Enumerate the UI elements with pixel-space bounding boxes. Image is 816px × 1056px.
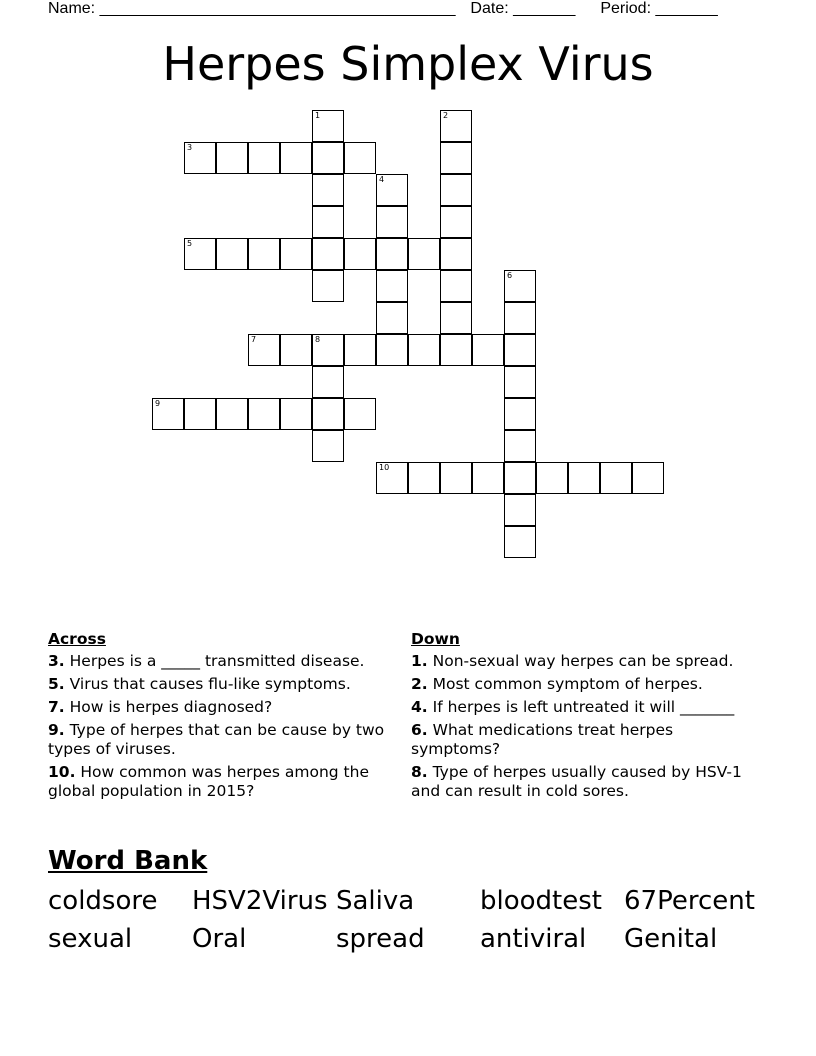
cell-number: 1 bbox=[315, 111, 321, 120]
date-field[interactable]: Date: _______ bbox=[470, 0, 576, 17]
word-bank-item: Genital bbox=[624, 924, 718, 954]
clue-number: 1. bbox=[411, 652, 428, 670]
crossword-cell[interactable] bbox=[440, 334, 472, 366]
crossword-cell[interactable] bbox=[440, 110, 472, 142]
clue-down-6 bbox=[411, 721, 751, 759]
crossword-cell[interactable] bbox=[312, 398, 344, 430]
crossword-cell[interactable] bbox=[408, 238, 440, 270]
crossword-cell[interactable] bbox=[248, 398, 280, 430]
word-bank-title: Word Bank bbox=[48, 846, 208, 876]
clue-number: 7. bbox=[48, 698, 65, 716]
page-title: Herpes Simplex Virus bbox=[162, 37, 654, 91]
clue-text: Type of herpes usually caused by HSV-1 and can result in cold sores. bbox=[411, 763, 742, 800]
crossword-cell[interactable] bbox=[504, 526, 536, 558]
clue-text: Non-sexual way herpes can be spread. bbox=[432, 652, 734, 670]
crossword-cell[interactable] bbox=[376, 206, 408, 238]
word-bank-item: 67Percent bbox=[624, 886, 755, 916]
clue-text: Type of herpes that can be cause by two types of viruses. bbox=[48, 721, 385, 758]
clue-across-5 bbox=[48, 675, 393, 694]
crossword-cell[interactable] bbox=[440, 270, 472, 302]
word-bank-item: HSV2Virus bbox=[192, 886, 328, 916]
word-bank-item: antiviral bbox=[480, 924, 587, 954]
crossword-cell[interactable] bbox=[440, 462, 472, 494]
clue-down-1 bbox=[411, 652, 751, 671]
crossword-cell[interactable] bbox=[376, 270, 408, 302]
clue-text: What medications treat herpes symptoms? bbox=[411, 721, 674, 758]
crossword-cell[interactable] bbox=[344, 398, 376, 430]
word-bank-item: Saliva bbox=[336, 886, 415, 916]
clue-across-9 bbox=[48, 721, 393, 759]
crossword-cell[interactable] bbox=[632, 462, 664, 494]
crossword-cell[interactable] bbox=[312, 270, 344, 302]
crossword-cell[interactable] bbox=[280, 238, 312, 270]
crossword-cell[interactable] bbox=[408, 462, 440, 494]
clue-across-7 bbox=[48, 698, 393, 717]
cell-number: 7 bbox=[251, 335, 257, 344]
crossword-cell[interactable] bbox=[472, 462, 504, 494]
crossword-cell[interactable] bbox=[216, 142, 248, 174]
crossword-cell[interactable] bbox=[376, 302, 408, 334]
cell-number: 3 bbox=[187, 143, 193, 152]
crossword-cell[interactable] bbox=[312, 174, 344, 206]
crossword-cell[interactable] bbox=[440, 174, 472, 206]
across-heading: Across bbox=[48, 630, 106, 648]
crossword-cell[interactable] bbox=[312, 142, 344, 174]
crossword-cell[interactable] bbox=[408, 334, 440, 366]
clue-across-10 bbox=[48, 763, 393, 801]
crossword-cell[interactable] bbox=[344, 238, 376, 270]
cell-number: 9 bbox=[155, 399, 161, 408]
clue-number: 3. bbox=[48, 652, 65, 670]
word-bank-item: sexual bbox=[48, 924, 133, 954]
crossword-cell[interactable] bbox=[376, 334, 408, 366]
clue-text: How common was herpes among the global population in 2015? bbox=[48, 763, 369, 800]
crossword-cell[interactable] bbox=[440, 206, 472, 238]
down-heading: Down bbox=[411, 630, 460, 648]
crossword-cell[interactable] bbox=[216, 398, 248, 430]
student-info-header bbox=[48, 0, 718, 18]
crossword-cell[interactable] bbox=[600, 462, 632, 494]
crossword-cell[interactable] bbox=[536, 462, 568, 494]
crossword-cell[interactable] bbox=[280, 142, 312, 174]
clue-number: 10. bbox=[48, 763, 76, 781]
word-bank-item: Oral bbox=[192, 924, 247, 954]
cell-number: 5 bbox=[187, 239, 193, 248]
crossword-cell[interactable] bbox=[216, 238, 248, 270]
word-bank bbox=[48, 882, 788, 958]
across-clues bbox=[48, 630, 393, 805]
clue-text: Virus that causes flu-like symptoms. bbox=[69, 675, 351, 693]
crossword-cell[interactable] bbox=[152, 398, 184, 430]
clue-number: 9. bbox=[48, 721, 65, 739]
crossword-cell[interactable] bbox=[248, 238, 280, 270]
crossword-cell[interactable] bbox=[248, 142, 280, 174]
crossword-cell[interactable] bbox=[184, 142, 216, 174]
crossword-cell[interactable] bbox=[312, 430, 344, 462]
word-bank-item: spread bbox=[336, 924, 425, 954]
clue-text: If herpes is left untreated it will _______ bbox=[432, 698, 735, 716]
crossword-cell[interactable] bbox=[504, 494, 536, 526]
crossword-cell[interactable] bbox=[312, 334, 344, 366]
crossword-cell[interactable] bbox=[568, 462, 600, 494]
clue-text: How is herpes diagnosed? bbox=[69, 698, 273, 716]
crossword-cell[interactable] bbox=[344, 142, 376, 174]
crossword-cell[interactable] bbox=[440, 302, 472, 334]
clue-down-4 bbox=[411, 698, 751, 717]
clue-number: 6. bbox=[411, 721, 428, 739]
crossword-cell[interactable] bbox=[280, 334, 312, 366]
cell-number: 8 bbox=[315, 335, 321, 344]
crossword-cell[interactable] bbox=[312, 110, 344, 142]
clue-number: 4. bbox=[411, 698, 428, 716]
down-clues bbox=[411, 630, 751, 805]
crossword-cell[interactable] bbox=[504, 462, 536, 494]
clue-number: 8. bbox=[411, 763, 428, 781]
crossword-cell[interactable] bbox=[472, 334, 504, 366]
cell-number: 10 bbox=[379, 463, 390, 472]
clue-down-2 bbox=[411, 675, 751, 694]
crossword-cell[interactable] bbox=[248, 334, 280, 366]
clue-across-3 bbox=[48, 652, 393, 671]
crossword-cell[interactable] bbox=[376, 462, 408, 494]
word-bank-item: coldsore bbox=[48, 886, 158, 916]
crossword-cell[interactable] bbox=[280, 398, 312, 430]
clue-text: Most common symptom of herpes. bbox=[432, 675, 703, 693]
crossword-cell[interactable] bbox=[344, 334, 376, 366]
crossword-cell[interactable] bbox=[504, 302, 536, 334]
crossword-cell[interactable] bbox=[440, 238, 472, 270]
cell-number: 4 bbox=[379, 175, 385, 184]
crossword-cell[interactable] bbox=[504, 398, 536, 430]
cell-number: 6 bbox=[507, 271, 513, 280]
clue-number: 2. bbox=[411, 675, 428, 693]
cell-number: 2 bbox=[443, 111, 449, 120]
clue-down-8 bbox=[411, 763, 751, 801]
clue-text: Herpes is a _____ transmitted disease. bbox=[69, 652, 365, 670]
crossword-cell[interactable] bbox=[184, 398, 216, 430]
crossword-cell[interactable] bbox=[504, 270, 536, 302]
crossword-cell[interactable] bbox=[504, 366, 536, 398]
crossword-cell[interactable] bbox=[312, 366, 344, 398]
crossword-cell[interactable] bbox=[504, 430, 536, 462]
crossword-cell[interactable] bbox=[440, 142, 472, 174]
clue-number: 5. bbox=[48, 675, 65, 693]
crossword-cell[interactable] bbox=[312, 206, 344, 238]
crossword-cell[interactable] bbox=[504, 334, 536, 366]
name-field[interactable]: Name: ________________________________________ bbox=[48, 0, 456, 17]
crossword-cell[interactable] bbox=[376, 238, 408, 270]
word-bank-item: bloodtest bbox=[480, 886, 602, 916]
crossword-cell[interactable] bbox=[184, 238, 216, 270]
period-field[interactable]: Period: _______ bbox=[600, 0, 718, 17]
crossword-cell[interactable] bbox=[312, 238, 344, 270]
crossword-cell[interactable] bbox=[376, 174, 408, 206]
